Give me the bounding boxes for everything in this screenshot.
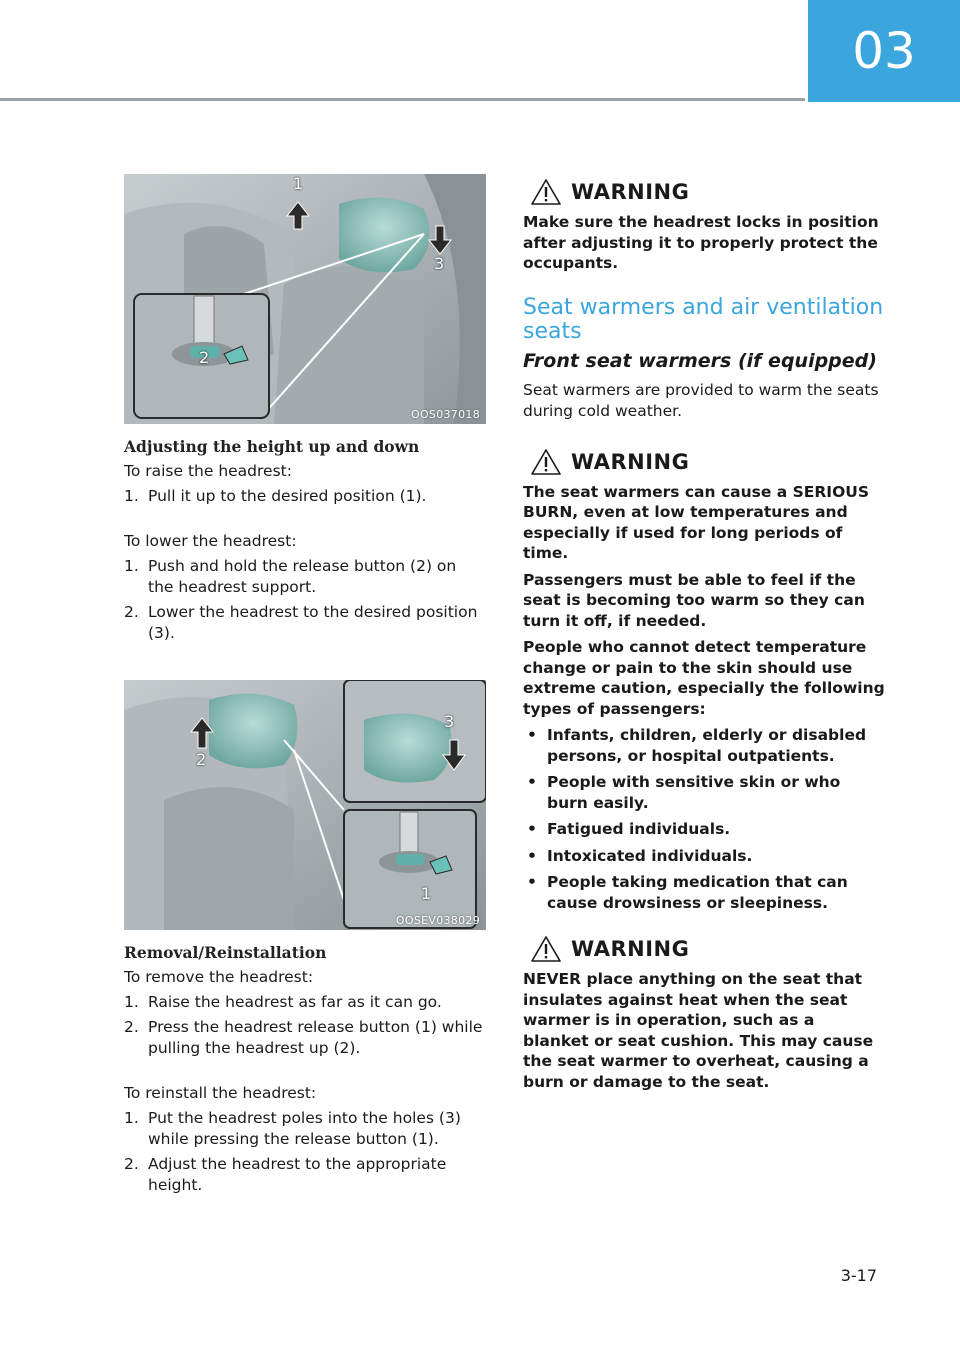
warning-list-item: • Infants, children, elderly or disabled persons, or hospital outpatients. <box>523 725 885 766</box>
warning-list-item: • Intoxicated individuals. <box>523 846 885 867</box>
remove-steps <box>124 992 486 1059</box>
figure-code: OOSEV038029 <box>395 914 480 927</box>
reinstall-step: 1. Put the headrest poles into the holes (3) while pressing the release button (1). <box>124 1109 461 1148</box>
warning-box <box>523 178 885 274</box>
removal-section <box>124 943 486 1200</box>
chapter-number: 03 <box>852 22 916 80</box>
warning-list-item: • People with sensitive skin or who burn easily. <box>523 772 885 813</box>
chapter-tab <box>808 0 960 102</box>
warning-list-item: • Fatigued individuals. <box>523 819 885 840</box>
reinstall-intro: To reinstall the headrest: <box>124 1084 317 1102</box>
warning-triangle-icon <box>531 448 561 476</box>
warning-list <box>523 725 885 913</box>
removal-heading: Removal/Reinstallation <box>124 943 327 962</box>
warning-header <box>523 178 885 206</box>
reinstall-step: 2. Adjust the headrest to the appropriate height. <box>124 1155 447 1194</box>
remove-step: 2. Press the headrest release button (1) while pulling the headrest up (2). <box>124 1018 483 1057</box>
figure-headrest-removal <box>124 680 486 930</box>
raise-step: 1. Pull it up to the desired position (1). <box>124 487 427 505</box>
warning-triangle-icon <box>531 178 561 206</box>
lower-step: 2. Lower the headrest to the desired position (3). <box>124 603 478 642</box>
remove-step: 1. Raise the headrest as far as it can go. <box>124 993 442 1011</box>
reinstall-steps <box>124 1108 486 1196</box>
fig1-callout-2: 2 <box>199 348 210 367</box>
figure-headrest-adjust <box>124 174 486 424</box>
warning-title: WARNING <box>571 449 690 474</box>
page-number: 3-17 <box>840 1266 877 1285</box>
fig1-callout-3: 3 <box>434 254 445 273</box>
headrest-adjust-illustration <box>124 174 486 424</box>
warning-text: NEVER place anything on the seat that insulates against heat when the seat warmer is in operation, such as a blanket or seat cushion. This may cause the seat warmer to overheat, causing a burn or damage to the seat. <box>523 970 874 1091</box>
fig1-callout-1: 1 <box>293 174 304 193</box>
warning-list-item: • People taking medication that can cause drowsiness or sleepiness. <box>523 872 885 913</box>
lower-intro: To lower the headrest: <box>124 532 297 550</box>
warning-title: WARNING <box>571 937 690 961</box>
warning-text: Passengers must be able to feel if the seat is becoming too warm so they can turn it off, if needed. <box>523 570 865 630</box>
fig2-callout-3: 3 <box>444 712 455 731</box>
warning-text: Make sure the headrest locks in position after adjusting it to properly protect the occupants. <box>523 213 879 272</box>
warning-text: The seat warmers can cause a SERIOUS BURN, even at low temperatures and especially if used for long periods of time. <box>523 482 870 562</box>
lower-step: 1. Push and hold the release button (2) on the headrest support. <box>124 557 457 596</box>
section-body: Seat warmers are provided to warm the seats during cold weather. <box>523 380 879 420</box>
headrest-removal-illustration <box>124 680 486 930</box>
subsection-title: Front seat warmers (if equipped) <box>523 349 877 372</box>
raise-intro: To raise the headrest: <box>124 462 292 480</box>
warning-header <box>523 448 885 476</box>
fig2-callout-1: 1 <box>421 884 432 903</box>
section-title: Seat warmers and air ventilation seats <box>523 294 884 344</box>
warning-header <box>523 935 885 963</box>
right-column <box>523 178 885 1114</box>
warning-text: People who cannot detect temperature change or pain to the skin should use extreme caution, especially the following types of passengers: <box>523 638 885 718</box>
warning-title: WARNING <box>571 180 690 204</box>
remove-intro: To remove the headrest: <box>124 968 314 986</box>
warning-box <box>523 935 885 1092</box>
warning-triangle-icon <box>531 935 561 963</box>
warning-box <box>523 448 885 914</box>
fig2-callout-2: 2 <box>196 750 207 769</box>
lower-steps <box>124 556 486 644</box>
header-rule <box>0 98 805 101</box>
adjust-section <box>124 437 486 648</box>
figure-code: OOS037018 <box>411 408 480 421</box>
adjust-heading: Adjusting the height up and down <box>124 437 420 456</box>
raise-steps <box>124 486 486 507</box>
